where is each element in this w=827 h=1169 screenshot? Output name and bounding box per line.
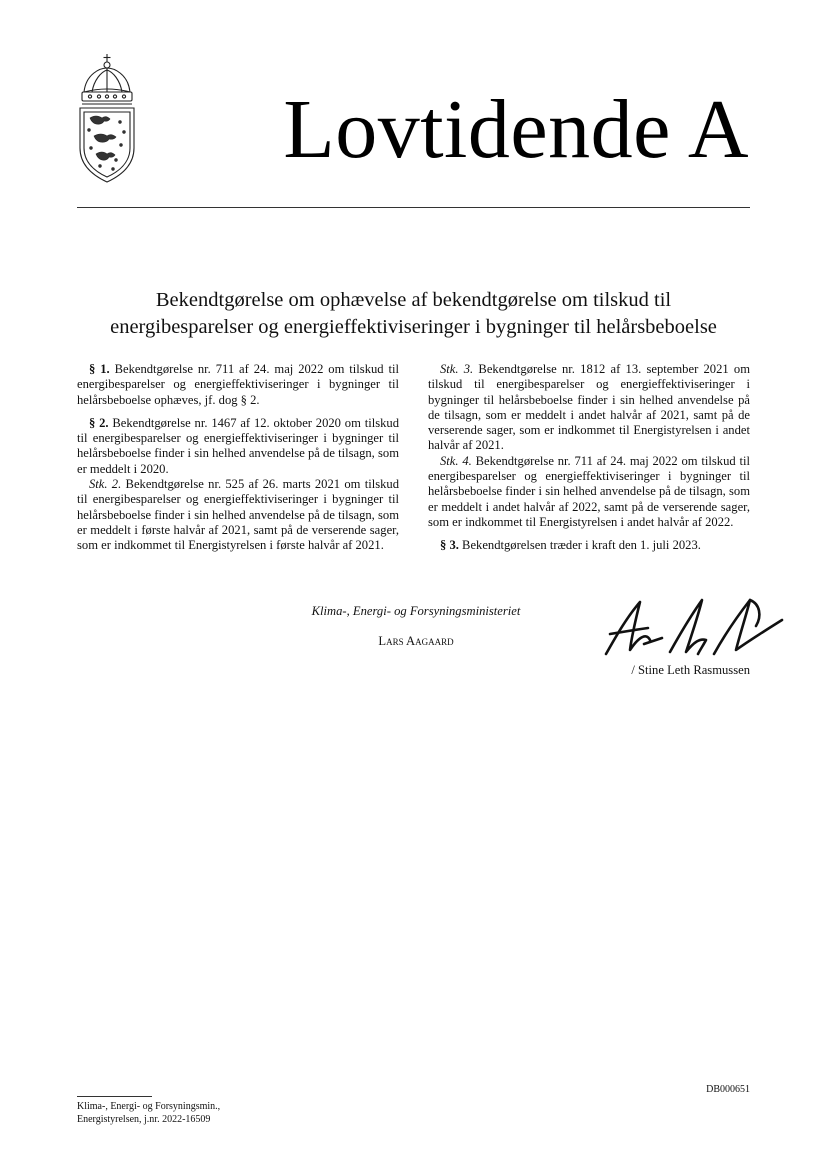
- section-text: Bekendtgørelse nr. 525 af 26. marts 2021 om tilskud til energibesparelser og energieffektiviseringer i bygninger til helårsbeboelse finder i sin helhed anvendelse på de tilsagn, som er meddelt i første halvår af 2021, samt på de verserende sager, som er indkommet til Energistyrelsen i første halvår af 2021.: [77, 477, 399, 553]
- document-number: DB000651: [706, 1084, 750, 1095]
- masthead-rule: [77, 207, 750, 208]
- left-column: [77, 362, 399, 554]
- footnote: [77, 1101, 220, 1126]
- stk-mark: Stk. 2.: [89, 477, 122, 492]
- section-text: Bekendtgørelse nr. 1812 af 13. september 2021 om tilskud til energibesparelser og energieffektiviseringer i bygninger til helårsbeboelse finder i sin helhed anvendelse på de tilsagn, som er meddelt i andet halvår af 2021, samt på de verserende sager, som er indkommet til Energistyrelsen i andet halvår af 2021.: [428, 362, 750, 453]
- document-title-line2: energibesparelser og energieffektiviseringer i bygninger til helårsbeboelse: [110, 316, 717, 338]
- ministry-name: Klima-, Energi- og Forsyningsministeriet: [311, 604, 521, 618]
- footnote-rule: [77, 1096, 152, 1097]
- masthead-title: Lovtidende A: [283, 83, 749, 176]
- section-text: Bekendtgørelsen træder i kraft den 1. juli 2023.: [458, 538, 701, 553]
- document-title: [77, 287, 750, 341]
- stk-mark: Stk. 3.: [440, 362, 474, 376]
- royal-crest-icon: [76, 52, 138, 184]
- section-3: [428, 538, 750, 553]
- section-1: [77, 362, 399, 408]
- section-text: Bekendtgørelse nr. 1467 af 12. oktober 2020 om tilskud til energibesparelser og energieffektiviseringer i bygninger til helårsbeboelse finder i sin helhed anvendelse på de tilsagn, som er meddelt i 2020.: [77, 415, 400, 476]
- right-column: [428, 362, 750, 554]
- stk-mark: Stk. 4.: [440, 453, 472, 468]
- section-text: Bekendtgørelse nr. 711 af 24. maj 2022 om tilskud til energibesparelser og energieffektiviseringer i bygninger til helårsbeboelse finder i sin helhed anvendelse på de tilsagn, som er meddelt i andet halvår af 2022, samt på de verserende sager, som er indkommet til Energistyrelsen i andet halvår af 2022.: [428, 453, 750, 529]
- section-mark: § 1.: [89, 362, 110, 376]
- footnote-line2: Energistyrelsen, j.nr. 2022-16509: [77, 1113, 211, 1125]
- handwritten-signature: [600, 594, 786, 662]
- section-mark: § 2.: [89, 415, 109, 430]
- section-2: [77, 416, 399, 477]
- section-2-stk-2: [77, 477, 399, 553]
- section-2-stk-4: [428, 454, 750, 530]
- footnote-line1: Klima-, Energi- og Forsyningsmin.,: [77, 1101, 221, 1112]
- section-mark: § 3.: [440, 538, 459, 553]
- signer-name: / Stine Leth Rasmussen: [631, 663, 750, 677]
- section-text: Bekendtgørelse nr. 711 af 24. maj 2022 om tilskud til energibesparelser og energieffektiviseringer i bygninger til helårsbeboelse ophæves, jf. dog § 2.: [77, 362, 400, 407]
- section-2-stk-3: [428, 362, 750, 454]
- minister-name: Lars Aagaard: [378, 634, 454, 648]
- document-title-line1: Bekendtgørelse om ophævelse af bekendtgørelse om tilskud til: [155, 289, 672, 311]
